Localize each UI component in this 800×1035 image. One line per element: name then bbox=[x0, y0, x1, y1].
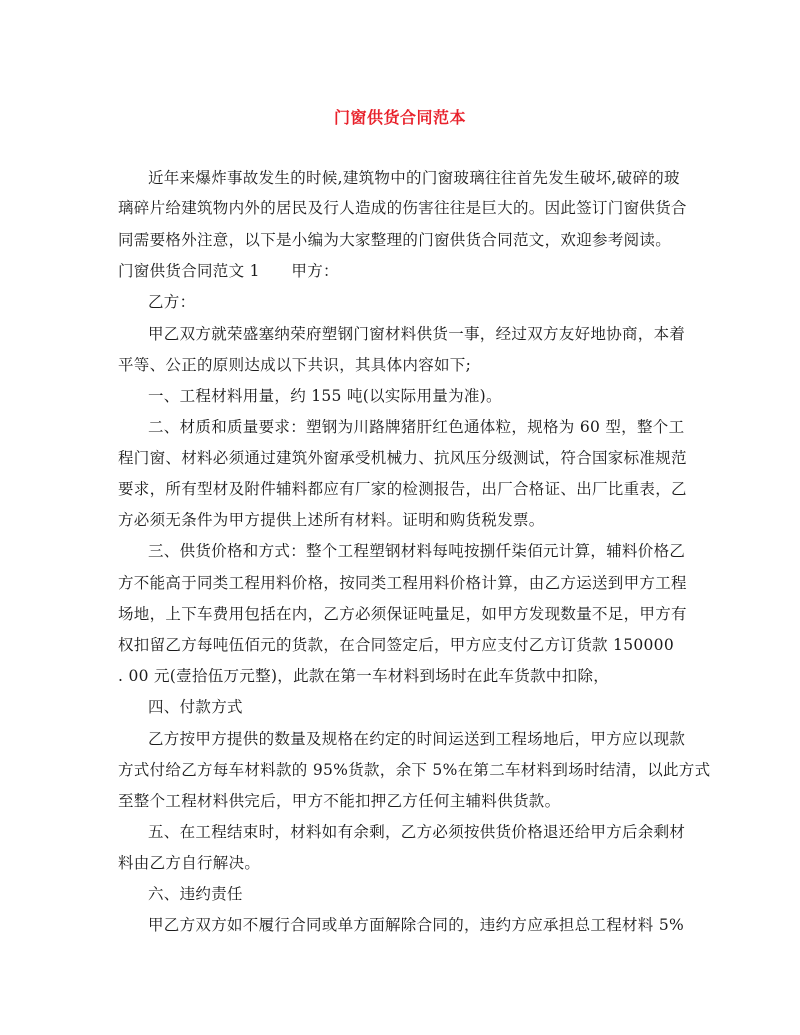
paragraph-line: 场地，上下车费用包括在内，乙方必须保证吨量足，如甲方发现数量不足，甲方有 bbox=[118, 605, 687, 623]
paragraph-line: 方不能高于同类工程用料价格，按同类工程用料价格计算，由乙方运送到甲方工程 bbox=[118, 574, 687, 592]
paragraph-line: 权扣留乙方每吨伍佰元的货款，在合同签定后，甲方应支付乙方订货款 150000 bbox=[118, 636, 674, 654]
paragraph-line: 四、付款方式 bbox=[148, 698, 243, 716]
paragraph-line: 程门窗、材料必须通过建筑外窗承受机械力、抗风压分级测试，符合国家标准规范 bbox=[118, 449, 687, 467]
paragraph-line: 要求，所有型材及附件辅料都应有厂家的检测报告，出厂合格证、出厂比重表，乙 bbox=[118, 480, 687, 498]
paragraph-line: 甲乙双方就荣盛塞纳荣府塑钢门窗材料供货一事，经过双方友好地协商，本着 bbox=[148, 325, 686, 343]
paragraph-line: 璃碎片给建筑物内外的居民及行人造成的伤害往往是巨大的。因此签订门窗供货合 bbox=[118, 199, 687, 217]
paragraph-line: 平等、公正的原则达成以下共识，其具体内容如下; bbox=[118, 356, 472, 374]
paragraph-line: 三、供货价格和方式：整个工程塑钢材料每吨按捌仟柒佰元计算，辅料价格乙 bbox=[148, 542, 686, 560]
paragraph-line: 乙方按甲方提供的数量及规格在约定的时间运送到工程场地后，甲方应以现款 bbox=[148, 730, 686, 748]
paragraph-line: 方式付给乙方每车材料款的 95%货款，余下 5%在第二车材料到场时结清，以此方式 bbox=[118, 761, 711, 779]
paragraph-line: 方必须无条件为甲方提供上述所有材料。证明和购货税发票。 bbox=[118, 511, 545, 529]
paragraph-line: 五、在工程结束时，材料如有余剩，乙方必须按供货价格退还给甲方后余剩材 bbox=[148, 823, 686, 841]
paragraph-line: 同需要格外注意，以下是小编为大家整理的门窗供货合同范文，欢迎参考阅读。 bbox=[118, 231, 672, 249]
paragraph-line: 门窗供货合同范文 1 甲方： bbox=[118, 262, 339, 280]
paragraph-line: 一、工程材料用量，约 155 吨(以实际用量为准)。 bbox=[148, 387, 502, 405]
paragraph-line: 近年来爆炸事故发生的时候,建筑物中的门窗玻璃往往首先发生破坏,破碎的玻 bbox=[148, 169, 680, 187]
paragraph-line: 乙方： bbox=[148, 293, 196, 311]
paragraph-line: . 00 元(壹拾伍万元整)，此款在第一车材料到场时在此车货款中扣除， bbox=[118, 667, 610, 685]
paragraph-line: 六、违约责任 bbox=[148, 885, 243, 903]
paragraph-line: 甲乙方双方如不履行合同或单方面解除合同的，违约方应承担总工程材料 5% bbox=[148, 916, 685, 934]
document-title: 门窗供货合同范本 bbox=[333, 108, 466, 127]
paragraph-line: 二、材质和质量要求：塑钢为川路牌猪肝红色通体粒，规格为 60 型，整个工 bbox=[148, 418, 685, 436]
paragraph-line: 至整个工程材料供完后，甲方不能扣押乙方任何主辅料供货款。 bbox=[118, 792, 561, 810]
paragraph-line: 料由乙方自行解决。 bbox=[118, 854, 261, 872]
